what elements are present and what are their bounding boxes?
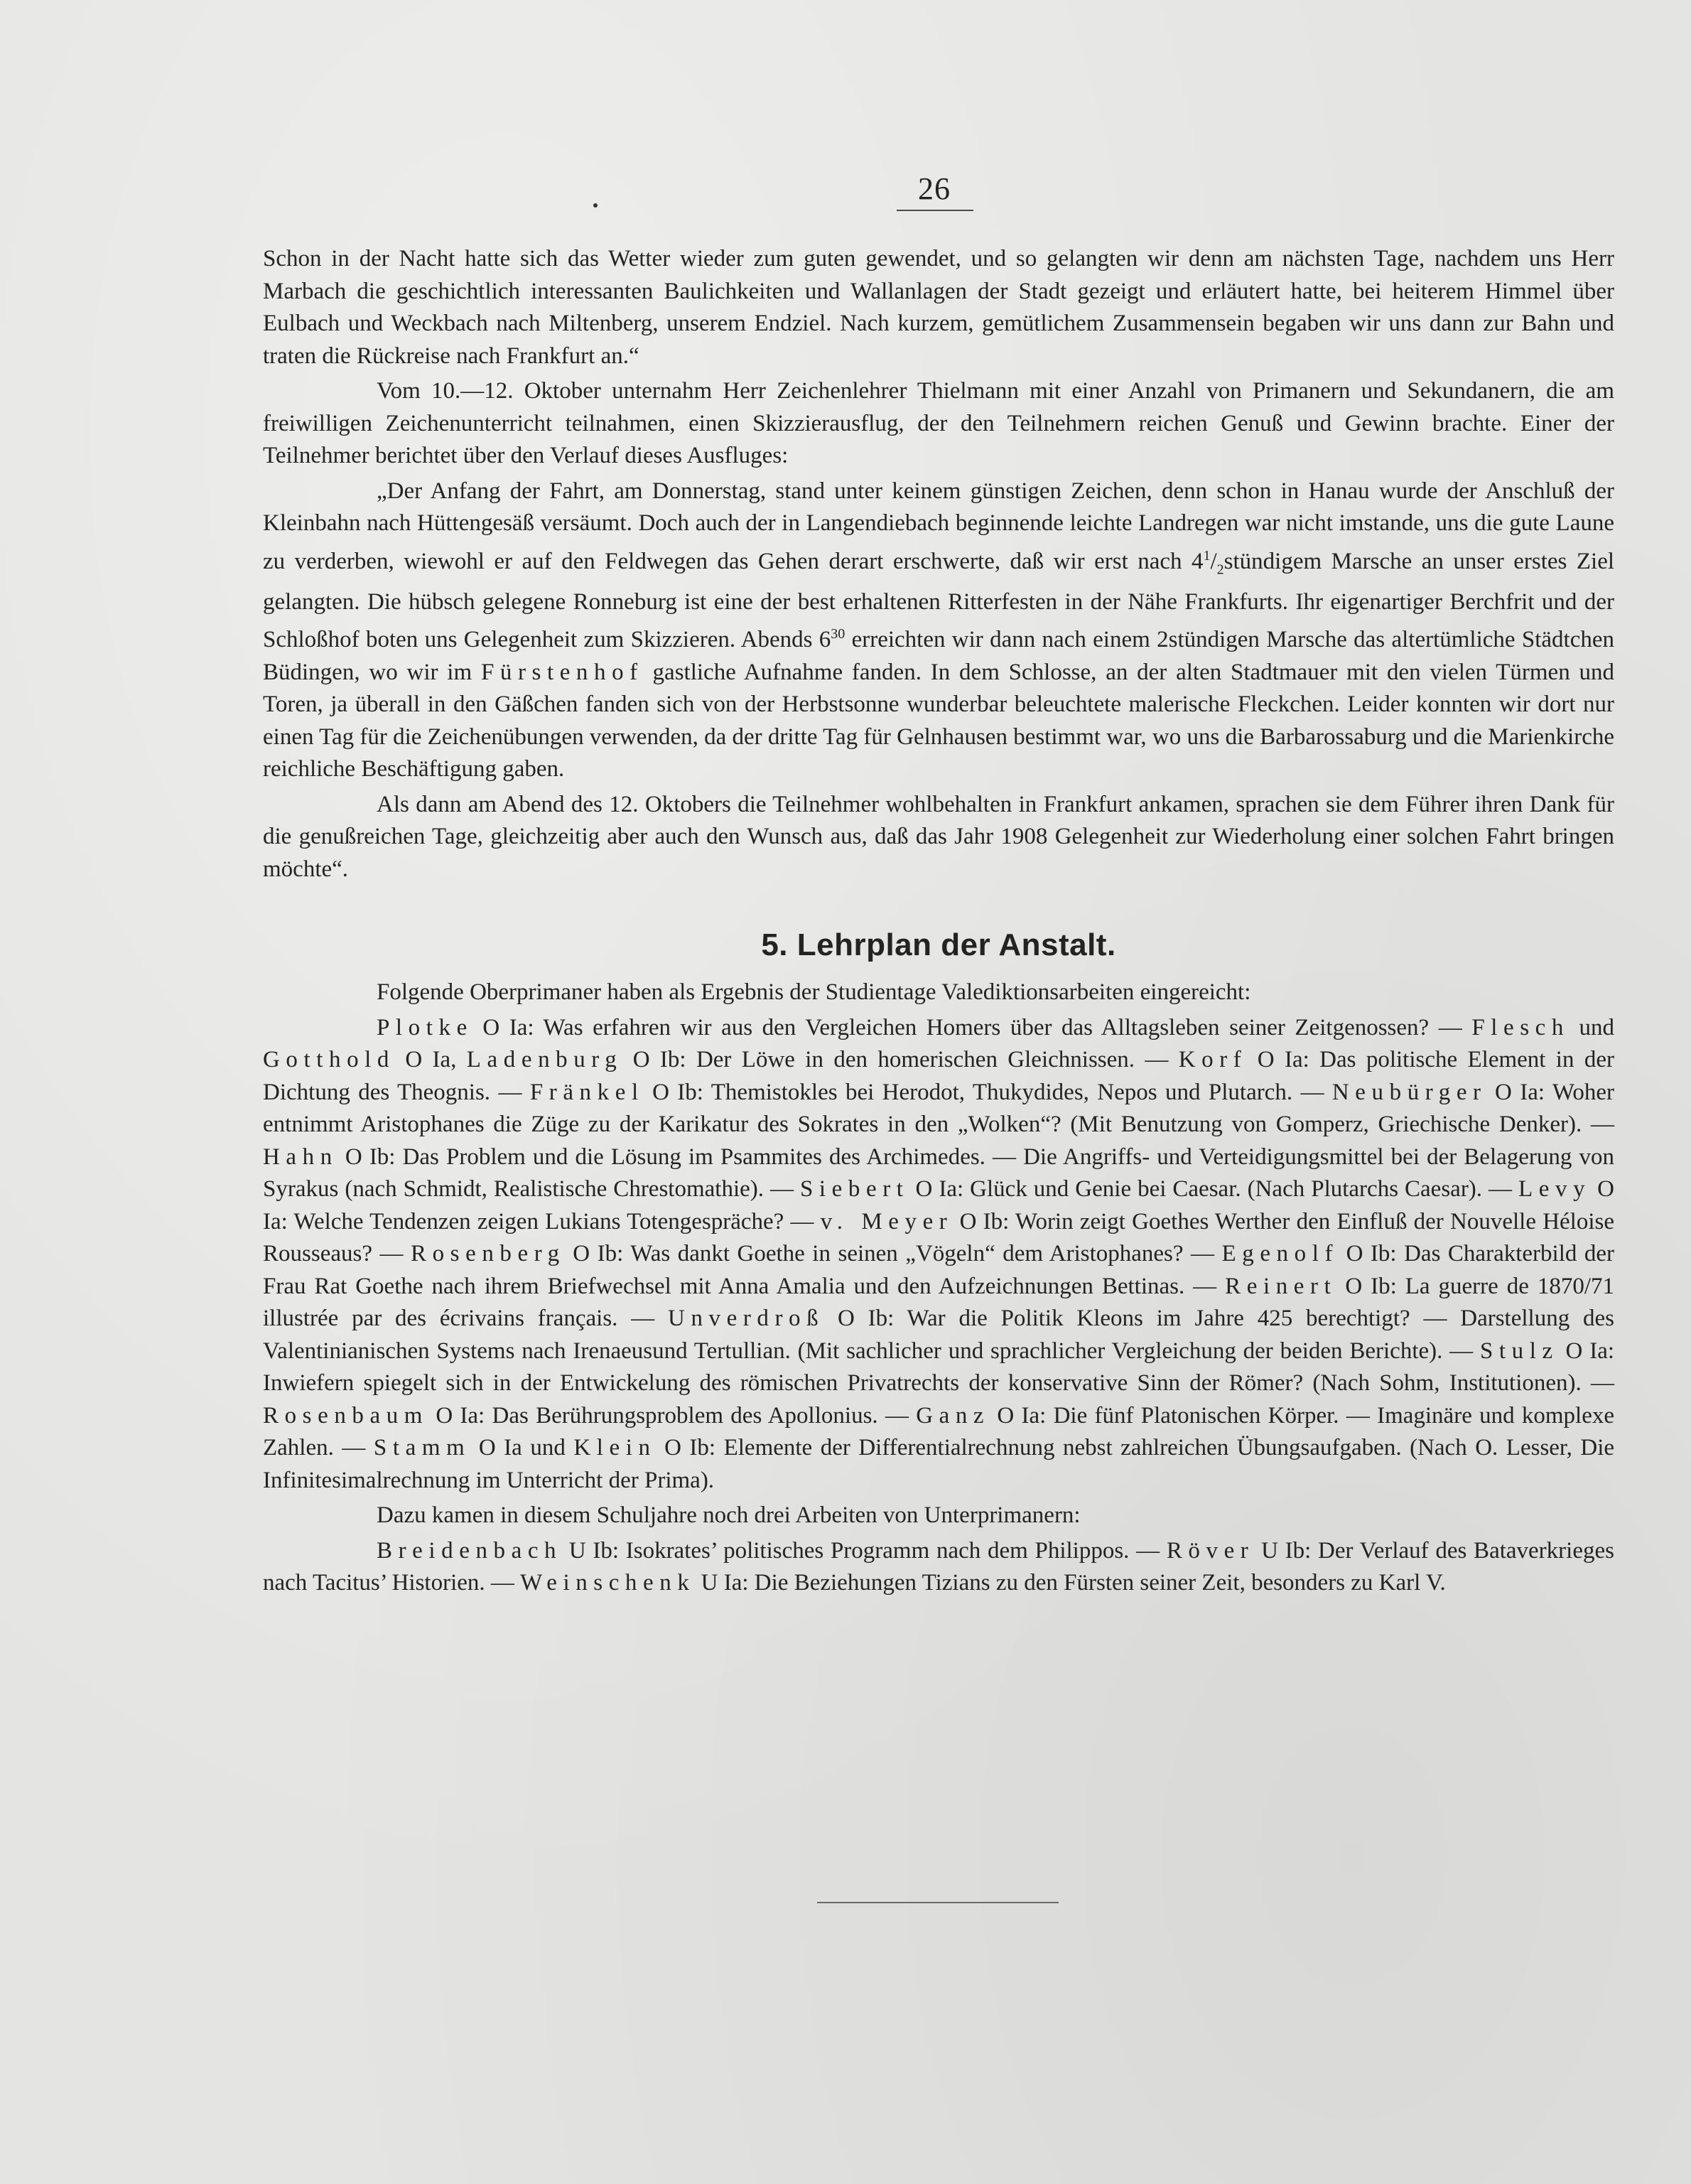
- student-name: Ganz: [916, 1402, 990, 1429]
- student-class: O Ia:: [909, 1176, 964, 1203]
- work-title: Das Charakterbild der Frau Rat Goethe nach ihrem Briefwechsel mit Anna Amalia und den Aufzeichnungen Bettinas. —: [263, 1241, 1615, 1299]
- student-name: Egenolf: [1221, 1241, 1339, 1267]
- work-title: Das Problem und die Lösung im Psammites des Archimedes. — Die Angriffs- und Verteidigungsmittel bei der Belagerung von Syrakus (nach Schmidt, Realistische Chrestomathie). —: [263, 1144, 1614, 1203]
- work-title: La guerre de 1870/71 illustrée par des écrivains français. —: [263, 1273, 1614, 1332]
- student-name: Klein: [573, 1435, 657, 1461]
- student-class: O Ia:: [1558, 1338, 1615, 1364]
- student-name: Plotke: [377, 1014, 473, 1040]
- work-title: Isokrates’ politisches Programm nach dem Philippos. —: [619, 1537, 1167, 1564]
- student-class: und: [1569, 1014, 1615, 1040]
- student-name: Stulz: [1480, 1338, 1559, 1364]
- work-title: War die Politik Kleons im Jahre 425 berechtigt? — Darstellung des Valentinianischen Systems nach Irenaeusund Tertullian. (Mit sachlicher und sprachlicher Vergleichung der beiden Berichte). —: [263, 1306, 1614, 1364]
- work-title: Die Beziehungen Tizians zu den Fürsten seiner Zeit, besonders zu Karl V.: [748, 1570, 1446, 1596]
- student-name: Levy: [1518, 1176, 1592, 1203]
- page-number-rule: [897, 210, 973, 211]
- student-name: Weinschenk: [520, 1570, 696, 1596]
- student-class: O Ia und: [470, 1435, 574, 1461]
- fraction-denominator: 2: [1216, 561, 1224, 578]
- report-part-4: gastliche Aufnahme fanden. In dem Schlosse, an der alten Stadtmauer mit den vielen Türmen und Toren, ja überall in den Gäßchen fanden sich von der Herbstsonne wunderbar beleuchtete malerische Fleckchen. Leider konnten wir dort nur einen Tag für die Zeichenübungen verwenden, da der dritte Tag für Gelnhausen bestimmt war, wo uns die Barbarossaburg und die Marienkirche reichliche Beschäftigung gaben.: [263, 659, 1614, 782]
- report-part-3: erreichten wir dann nach einem 2stündigen Marsche das altertümliche Städtchen Büdingen, wo wir im: [263, 627, 1614, 685]
- student-class: U Ia:: [695, 1570, 749, 1596]
- student-name: Siebert: [800, 1176, 909, 1203]
- work-title: Elemente der Differentialrechnung nebst zahlreichen Übungsaufgaben. (Nach O. Lesser, Die Infinitesimalrechnung im Unterricht der Prima).: [263, 1435, 1615, 1493]
- work-title: Der Verlauf des Bataverkrieges nach Tacitus’ Historien. —: [263, 1537, 1614, 1596]
- fraction-numerator: 1: [1203, 547, 1211, 564]
- student-class: O Ia:: [428, 1402, 485, 1429]
- upper-primaner-works: [263, 1012, 1614, 1497]
- report-part-2: stündigem Marsche an unser erstes Ziel gelangten. Die hübsch gelegene Ronneburg ist eine der best erhaltenen Ritterfesten in der Nähe Frankfurts. Ihr eigenartiger Berchfrit und der Schloßhof boten uns Gelegenheit zum Skizzieren. Abends 6: [263, 548, 1615, 653]
- student-name: Unverdroß: [668, 1306, 825, 1332]
- student-class: O Ib:: [337, 1144, 396, 1170]
- student-class: O Ib:: [953, 1208, 1010, 1234]
- lower-intro: Dazu kamen in diesem Schuljahre noch drei Arbeiten von Unterprimanern:: [377, 1502, 1081, 1529]
- work-title: Was dankt Goethe in seinen „Vögeln“ dem Aristophanes? —: [623, 1241, 1222, 1267]
- paragraph-return-trip: Schon in der Nacht hatte sich das Wetter wieder zum guten gewendet, und so gelangten wir denn am nächsten Tage, nachdem uns Herr Marbach die geschichtlich interessanten Baulichkeiten und Wallanlagen der Stadt gezeigt und erläutert hatte, bei heiterem Himmel über Eulbach und Weckbach nach Miltenberg, unserem Endziel. Nach kurzem, gemütlichem Zusammensein begaben wir uns dann zur Bahn und traten die Rückreise nach Frankfurt an.“: [263, 246, 1614, 369]
- student-name: Gotthold: [263, 1047, 395, 1073]
- student-class: U Ib:: [1254, 1537, 1312, 1564]
- student-name: v. Meyer: [820, 1208, 953, 1234]
- work-title: Das Berührungsproblem des Apollonius. —: [485, 1402, 917, 1429]
- student-name: Neubürger: [1331, 1079, 1487, 1105]
- paragraph-arrival: Als dann am Abend des 12. Oktobers die Teilnehmer wohlbehalten in Frankfurt ankamen, sprachen sie dem Führer ihren Dank für die genußreichen Tage, gleichzeitig aber auch den Wunsch aus, daß das Jahr 1908 Gelegenheit zur Wiederholung einer solchen Fahrt bringen möchte“.: [263, 791, 1614, 882]
- student-class: O Ia:: [472, 1014, 534, 1040]
- student-name: Reinert: [1225, 1273, 1337, 1299]
- student-class: O Ib:: [622, 1047, 686, 1073]
- stray-ink-dot: [593, 203, 598, 208]
- work-title: Was erfahren wir aus den Vergleichen Homers über das Alltagsleben seiner Zeitgenossen? —: [534, 1014, 1472, 1040]
- student-class: O Ib:: [565, 1241, 624, 1267]
- student-name: Ladenburg: [466, 1047, 623, 1073]
- student-class: O Ib:: [824, 1306, 895, 1332]
- section-intro: Folgende Oberprimaner haben als Ergebnis der Studientage Valediktionsarbeiten eingereicht:: [377, 979, 1251, 1006]
- work-title: Worin zeigt Goethes Werther den Einfluß der Nouvelle Héloise Rousseaus? —: [263, 1208, 1614, 1267]
- paragraph-sketch-excursion: Vom 10.—12. Oktober unternahm Herr Zeichenlehrer Thielmann mit einer Anzahl von Primanern und Sekundanern, die am freiwilligen Zeichenunterricht teilnahmen, einen Skizzierausflug, der den Teilnehmern reichen Genuß und Gewinn brachte. Einer der Teilnehmer berichtet über den Verlauf dieses Ausfluges:: [263, 378, 1614, 468]
- student-class: O Ib:: [656, 1435, 716, 1461]
- student-name: Korf: [1178, 1047, 1248, 1073]
- work-title: Die fünf Platonischen Körper. — Imaginäre und komplexe Zahlen. —: [263, 1402, 1615, 1461]
- student-name: Rosenberg: [411, 1241, 566, 1267]
- student-class: O Ib:: [1339, 1241, 1397, 1267]
- student-name: Flesch: [1471, 1014, 1570, 1040]
- closing-rule: [817, 1902, 1059, 1903]
- student-class: O Ib:: [1336, 1273, 1397, 1299]
- work-title: Welche Tendenzen zeigen Lukians Totengespräche? —: [287, 1208, 821, 1234]
- student-name: Breidenbach: [377, 1537, 563, 1564]
- work-title: Woher entnimmt Aristophanes die Züge zu der Karikatur des Sokrates in den „Wolken“? (Mit Benutzung von Gomperz, Griechische Denker). —: [263, 1079, 1614, 1138]
- paragraph-excursion-report: „Der Anfang der Fahrt, am Donnerstag, stand unter keinem günstigen Zeichen, denn schon in Hanau wurde der Anschluß der Kleinbahn nach Hüttengesäß versäumt. Doch auch der in Langendiebach beginnende leichte Landregen war nicht imstande, uns die gute Laune zu verderben, wiewohl er auf den Feldwegen das Gehen derart erschwerte, daß wir erst nach $4^1/_2stündigem$ Marsche an unser erstes Ziel gelangten. Die hübsch gelegene Ronneburg ist eine der best erhaltenen Ritterfesten in der Nähe Frankfurts. Ihr eigenartiger Berchfrit und der Schloßhof boten uns Gelegenheit zum Skizzieren. Abends $6^{30}$ erreichten wir dann nach einem 2stündigen Marsche das altertümliche Städtchen Büdingen, wo wir im Fürstenhof gastliche Aufnahme fanden. In dem Schlosse, an der alten Stadtmauer mit den vielen Türmen und Toren, ja überall in den Gäßchen fanden sich von der Herbstsonne wunderbar beleuchtete malerische Fleckchen. Leider konnten wir dort nur einen Tag für die Zeichenübungen verwenden, da der dritte Tag für Gelnhausen bestimmt war, wo uns die Barbarossaburg und die Marienkirche reichliche Beschäftigung gaben.: [263, 478, 1615, 782]
- student-class: O Ib:: [644, 1079, 703, 1105]
- student-name: Fränkel: [529, 1079, 644, 1105]
- report-part-1: „Der Anfang der Fahrt, am Donnerstag, stand unter keinem günstigen Zeichen, denn schon in Hanau wurde der Anschluß der Kleinbahn nach Hüttengesäß versäumt. Doch auch der in Langendiebach beginnende leichte Landregen war nicht imstande, uns die gute Laune zu verderben, wiewohl er auf den Feldwegen das Gehen derart erschwerte, daß wir erst nach 4: [263, 478, 1614, 574]
- page-number: 26: [918, 171, 951, 206]
- work-title: Glück und Genie bei Caesar. (Nach Plutarchs Caesar). —: [963, 1176, 1519, 1203]
- student-name: Röver: [1166, 1537, 1255, 1564]
- work-title: Inwiefern spiegelt sich in der Entwickelung des römischen Privatrechts der konservative Sinn der Römer? (Nach Sohm, Institutionen). —: [263, 1370, 1614, 1397]
- student-class: O Ia:: [1486, 1079, 1545, 1105]
- student-name: Rosenbaum: [263, 1402, 429, 1429]
- lower-primaner-works: [263, 1535, 1614, 1600]
- student-class: O Ia:: [990, 1402, 1047, 1429]
- student-class: O Ia:: [1247, 1047, 1309, 1073]
- hotel-name: Fürstenhof: [480, 659, 644, 685]
- work-title: Themistokles bei Herodot, Thukydides, Nepos und Plutarch. —: [703, 1079, 1332, 1105]
- time-superscript: 30: [831, 626, 846, 642]
- page-body: [263, 243, 1614, 1600]
- section-heading: 5. Lehrplan der Anstalt.: [761, 927, 1116, 963]
- student-name: Stamm: [373, 1435, 471, 1461]
- work-title: Das politische Element in der Dichtung des Theognis. —: [263, 1047, 1614, 1105]
- student-class: U Ib:: [562, 1537, 620, 1564]
- student-name: Hahn: [263, 1144, 338, 1170]
- student-class: O Ia,: [394, 1047, 467, 1073]
- work-title: Der Löwe in den homerischen Gleichnissen. —: [686, 1047, 1179, 1073]
- student-class: O Ia:: [263, 1176, 1614, 1234]
